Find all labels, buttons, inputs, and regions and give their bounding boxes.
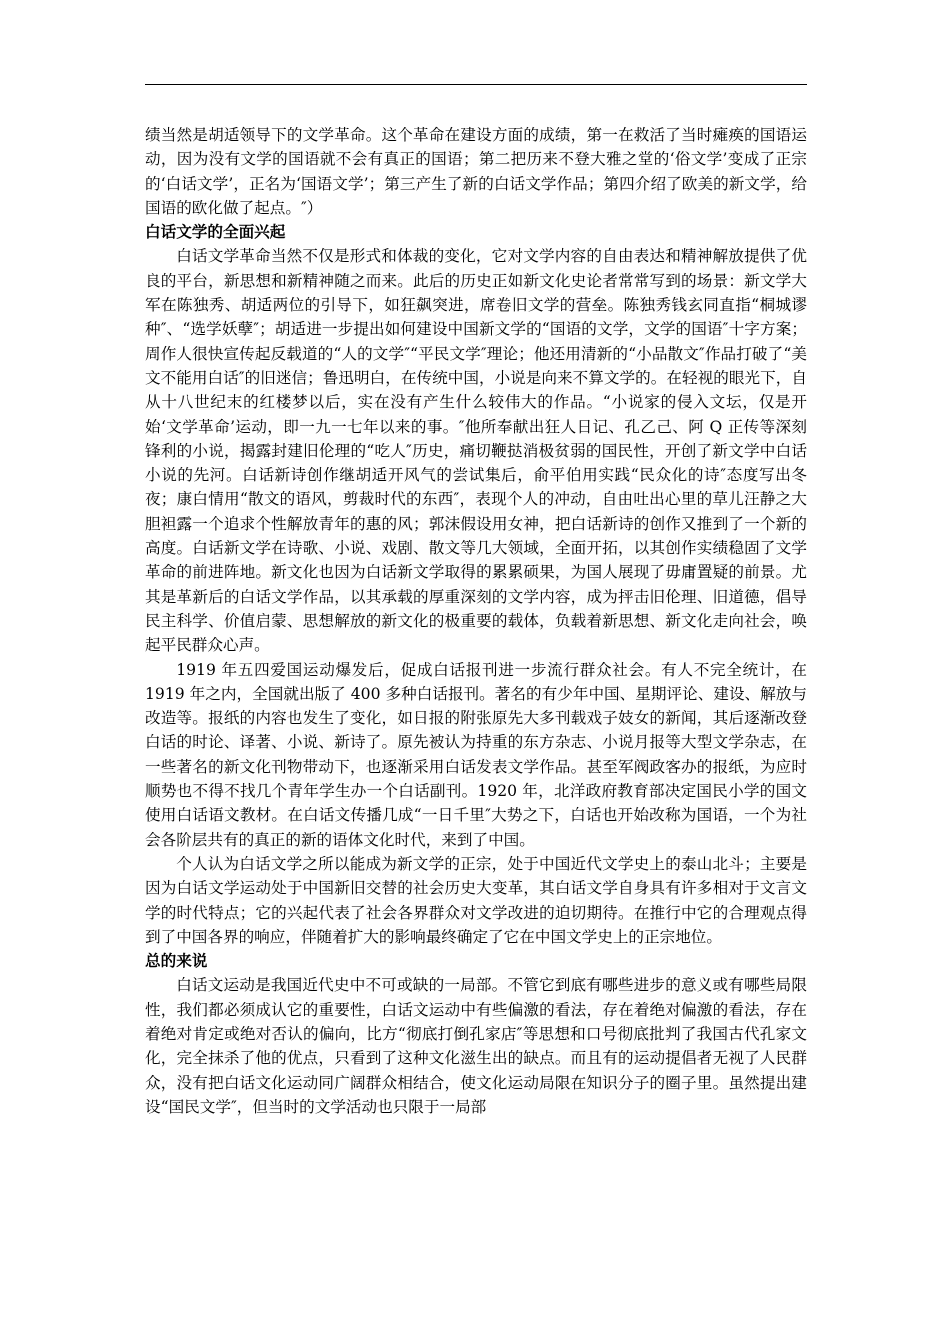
paragraph-may-fourth: 1919 年五四爱国运动爆发后，促成白话报刊进一步流行群众社会。有人不完全统计，在 1919 年之内，全国就出版了 400 多种白话报刊。著名的有少年中国、星期评论、建设、解放与改造等。报纸的内容也发生了变化，如日报的附张原先大多刊载戏子妓女的新闻，其后逐渐改登白话的时论、译著、小说、新诗了。原先被认为持重的东方杂志、小说月报等大型文学杂志，在一些著名的新文化刊物带动下，也逐渐采用白话发表文学作品。甚至军阀政客办的报纸，为应时顺势也不得不找几个青年学生办一个白话副刊。1920 年，北洋政府教育部决定国民小学的国文使用白话语文教材。在白话文传播几成“一日千里″大势之下，白话也开始改称为国语，一个为社会各阶层共有的真正的新的语体文化时代，来到了中国。 bbox=[145, 660, 807, 849]
header-rule bbox=[145, 84, 807, 85]
paragraph-opinion: 个人认为白话文学之所以能成为新文学的正宗，处于中国近代文学史上的泰山北斗；主要是因为白话文学运动处于中国新旧交替的社会历史大变革，其白话文学自身具有许多相对于文言文学的时代特点；它的兴起代表了社会各界群众对文学改进的迫切期待。在推行中它的合理观点得到了中国各界的响应，伴随着扩大的影响最终确定了它在中国文学史上的正宗地位。 bbox=[145, 854, 807, 946]
paragraph-summary: 白话文运动是我国近代史中不可或缺的一局部。不管它到底有哪些进步的意义或有哪些局限性，我们都必须成认它的重要性，白话文运动中有些偏激的看法，存在着绝对偏激的看法，存在着绝对肯定或绝对否认的偏向，比方“彻底打倒孔家店″等思想和口号彻底批判了我国古代孔家文化，完全抹杀了他的优点，只看到了这种文化滋生出的缺点。而且有的运动提倡者无视了人民群众，没有把白话文化运动同广阔群众相结合，使文化运动局限在知识分子的圈子里。虽然提出建设“国民文学″，但当时的文学活动也只限于一局部 bbox=[145, 976, 807, 1116]
paragraph-revolution: 白话文学革命当然不仅是形式和体裁的变化，它对文学内容的自由表达和精神解放提供了优良的平台，新思想和新精神随之而来。此后的历史正如新文化史论者常常写到的场景：新文学大军在陈独秀、胡适两位的引导下，如狂飙突进，席卷旧文学的营垒。陈独秀钱玄同直指“桐城谬种″、“选学妖孽″；胡适进一步提出如何建设中国新文学的“国语的文学，文学的国语″十字方案；周作人很快宣传起反载道的“人的文学″“平民文学″理论；他还用清新的“小品散文″作品打破了“美文不能用白话″的旧迷信；鲁迅明白，在传统中国，小说是向来不算文学的。在轻视的眼光下，自从十八世纪末的红楼梦以后，实在没有产生什么较伟大的作品。“小说家的侵入文坛，仅是开始‘文学革命’运动，即一九一七年以来的事。″他所奉献出狂人日记、孔乙己、阿 Q 正传等深刻锋利的小说，揭露封建旧伦理的“吃人″历史，痛切鞭挞消极贫弱的国民性，开创了新文学中白话小说的先河。白话新诗创作继胡适开风气的尝试集后，俞平伯用实践“民众化的诗″态度写出冬夜；康白情用“散文的语风，剪裁时代的东西″，表现个人的冲动，自由吐出心里的草儿汪静之大胆袒露一个追求个性解放青年的惠的风；郭沫假设用女神，把白话新诗的创作又推到了一个新的高度。白话新文学在诗歌、小说、戏剧、散文等几大领域，全面开拓，以其创作实绩稳固了文学革命的前进阵地。新文化也因为白话新文学取得的累累硕果，为国人展现了毋庸置疑的前景。尤其是革新后的白话文学作品，以其承载的厚重深刻的文学内容，成为抨击旧伦理、旧道德，倡导民主科学、价值启蒙、思想解放的新文化的极重要的载体，负载着新思想、新文化走向社会，唤起平民群众心声。 bbox=[145, 247, 807, 655]
paragraph-intro-continuation: 绩当然是胡适领导下的文学革命。这个革命在建设方面的成绩，第一在救活了当时瘫痪的国语运动，因为没有文学的国语就不会有真正的国语；第二把历来不登大雅之堂的‘俗文学’变成了正宗的‘白话文学’，正名为‘国语文学’；第三产生了新的白话文学作品；第四介绍了欧美的新文学，给国语的欧化做了起点。″） bbox=[145, 126, 807, 217]
document-page bbox=[145, 84, 807, 1119]
document-body bbox=[145, 123, 807, 1119]
section-heading-rise: 白话文学的全面兴起 bbox=[145, 223, 286, 242]
section-heading-summary: 总的来说 bbox=[145, 952, 208, 971]
